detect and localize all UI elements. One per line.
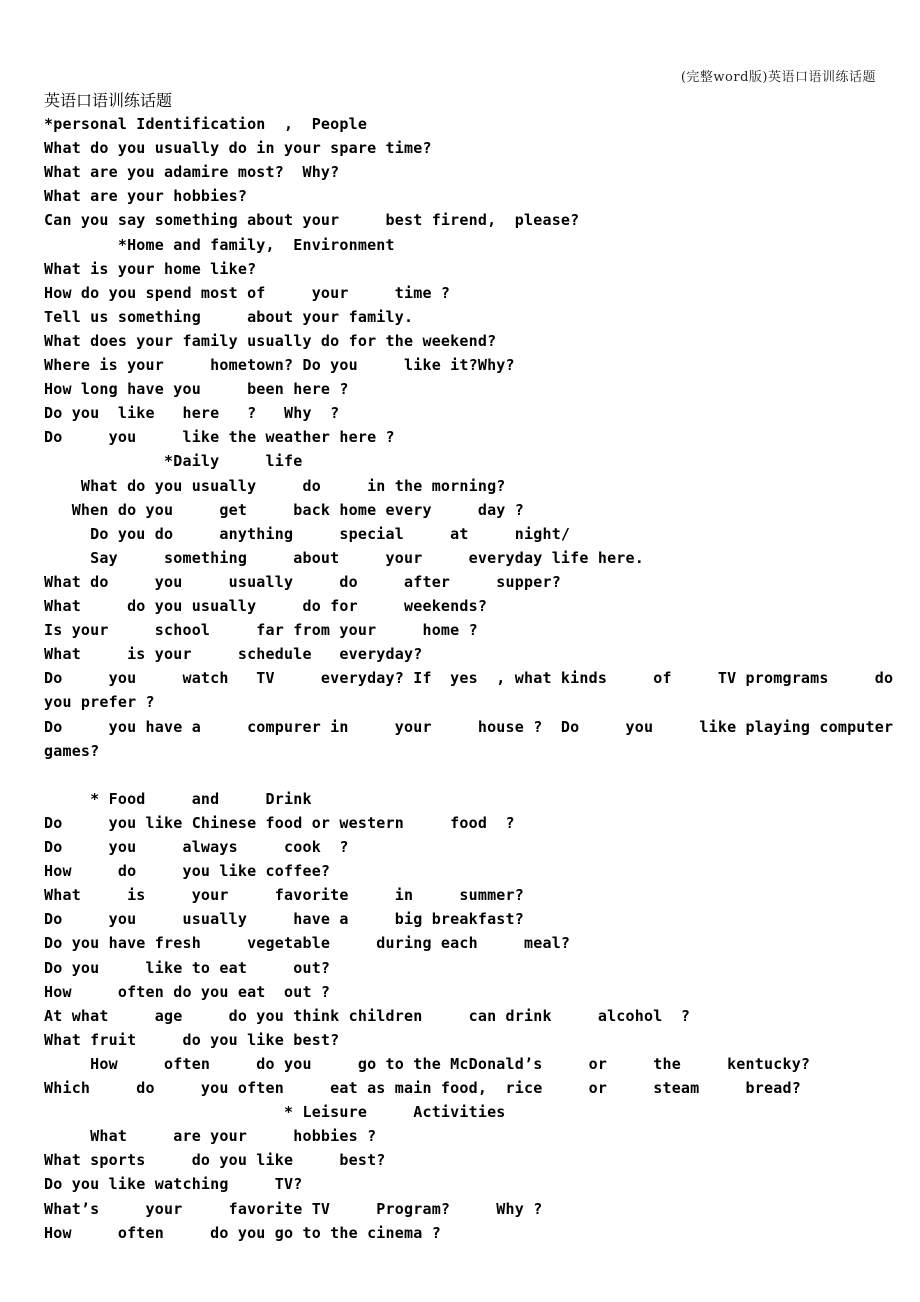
- text-line: * Food and Drink: [44, 789, 312, 808]
- page-header: (完整word版)英语口语训练话题: [680, 70, 876, 85]
- text-line: What do you usually do in your spare time?: [44, 139, 432, 158]
- text-line: Do you watch TV everyday? If yes , what kinds of TV promgrams do: [44, 669, 894, 688]
- text-line: Where is your hometown? Do you like it?Why?: [44, 356, 515, 374]
- text-line: Tell us something about your family.: [44, 307, 414, 326]
- text-line: *personal Identification , People: [44, 115, 368, 133]
- text-line: Do you like to eat out?: [44, 958, 331, 977]
- text-line: Do you have fresh vegetable during each meal?: [44, 934, 571, 953]
- text-line: Do you like watching TV?: [44, 1175, 303, 1194]
- text-line: What does your family usually do for the weekend?: [44, 331, 497, 350]
- text-line: At what age do you think children can drink alcohol ?: [44, 1006, 691, 1025]
- text-line: How do you spend most of your time ?: [44, 283, 451, 302]
- text-line: What do you usually do for weekends?: [44, 597, 488, 615]
- text-line: Do you always cook ?: [44, 838, 349, 856]
- text-line: Do you like here ? Why ?: [44, 404, 340, 423]
- text-line: Do you usually have a big breakfast?: [44, 910, 524, 929]
- text-line: you prefer ?: [44, 693, 155, 712]
- text-line: What fruit do you like best?: [44, 1030, 340, 1049]
- text-line: What do you usually do in the morning?: [44, 476, 506, 495]
- document-title: 英语口语训练话题: [44, 91, 173, 110]
- text-line: Do you do anything special at night/: [44, 524, 571, 543]
- text-line: What’s your favorite TV Program? Why ?: [44, 1199, 543, 1218]
- text-line: What do you usually do after supper?: [44, 572, 561, 591]
- text-line: Do you like Chinese food or western food ?: [44, 813, 515, 832]
- text-line: What are you adamire most? Why?: [44, 163, 340, 182]
- text-line: What is your home like?: [44, 259, 257, 278]
- text-line: Say something about your everyday life here.: [44, 548, 644, 567]
- text-line: What is your favorite in summer?: [44, 886, 524, 905]
- text-line: What are your hobbies?: [44, 187, 248, 206]
- text-line: How often do you go to the McDonald’s or the kentucky?: [44, 1054, 811, 1073]
- text-line: How do you like coffee?: [44, 862, 331, 881]
- text-line: What sports do you like best?: [44, 1151, 386, 1170]
- text-line: * Leisure Activities: [44, 1103, 506, 1122]
- text-line: Which do you often eat as main food, rice or steam bread?: [44, 1079, 801, 1097]
- text-line: games?: [44, 741, 100, 760]
- text-line: Do you like the weather here ?: [44, 428, 395, 447]
- text-line: What is your schedule everyday?: [44, 645, 423, 664]
- text-line: Can you say something about your best firend, please?: [44, 211, 580, 230]
- text-line: *Home and family, Environment: [44, 235, 395, 254]
- text-line: Is your school far from your home ?: [44, 621, 478, 640]
- text-line: What are your hobbies ?: [44, 1127, 377, 1146]
- text-line: How often do you go to the cinema ?: [44, 1223, 441, 1242]
- text-line: How often do you eat out ?: [44, 982, 331, 1001]
- text-line: When do you get back home every day ?: [44, 500, 524, 519]
- text-line: *Daily life: [44, 452, 303, 471]
- text-line: Do you have a compurer in your house ? Do you like playing computer: [44, 717, 894, 736]
- text-line: How long have you been here ?: [44, 380, 349, 399]
